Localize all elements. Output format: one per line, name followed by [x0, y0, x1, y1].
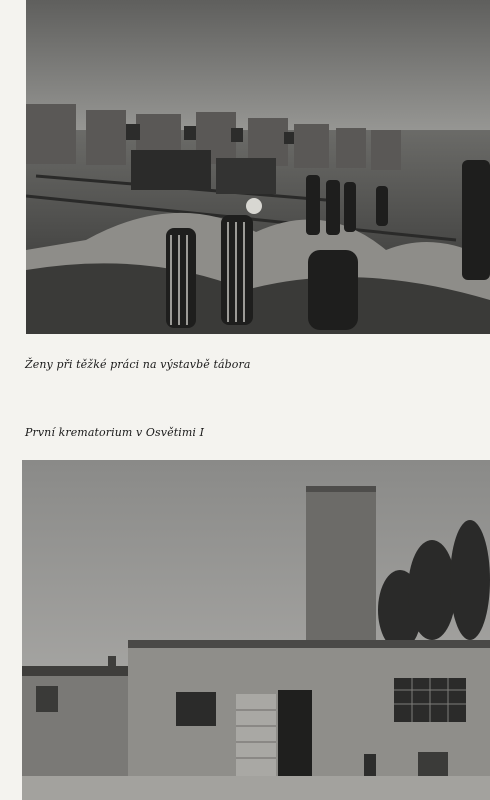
construction-photo [26, 0, 490, 334]
construction-photo-image [26, 0, 490, 334]
crematorium-photo [22, 460, 490, 800]
construction-photo-caption: Ženy při těžké práci na výstavbě tábora [25, 358, 251, 371]
crematorium-photo-image [22, 460, 490, 800]
crematorium-photo-caption: První krematorium v Osvětimi I [25, 426, 205, 439]
